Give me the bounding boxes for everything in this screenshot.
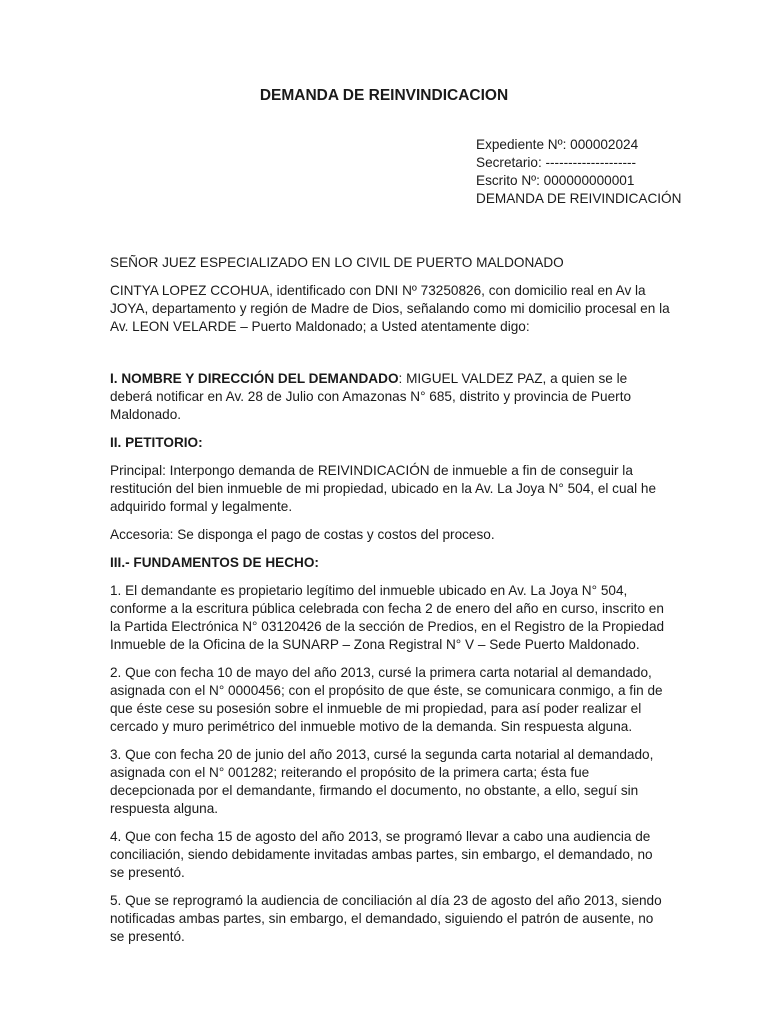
section-defendant-text: : MIGUEL VALDEZ PAZ, a quien se le deberá notificar en Av. 28 de Julio con Amazonas N° 685, distrito y provincia de Puerto Maldonado. xyxy=(110,371,632,422)
section-petition-heading: II. PETITORIO: xyxy=(110,435,203,450)
facts-item-5: 5. Que se reprogramó la audiencia de conciliación al día 23 de agosto del año 2013, siendo notificadas ambas partes, sin embargo, el demandado, siguiendo el patrón de ausente, no se presentó. xyxy=(110,893,662,944)
petition-principal: Principal: Interpongo demanda de REIVINDICACIÓN de inmueble a fin de conseguir la restitución del bien inmueble de mi propiedad, ubicado en la Av. La Joya N° 504, el cual he adquirido formal y legalmente. xyxy=(110,463,657,514)
document-body xyxy=(110,254,670,956)
section-defendant-heading: I. NOMBRE Y DIRECCIÓN DEL DEMANDADO xyxy=(110,371,399,386)
facts-item-4: 4. Que con fecha 15 de agosto del año 2013, se programó llevar a cabo una audiencia de conciliación, siendo debidamente invitadas ambas partes, sin embargo, el demandado, no se presentó. xyxy=(110,829,653,880)
case-file-number: Expediente Nº: 000002024 xyxy=(476,137,639,152)
case-info-block xyxy=(476,136,681,208)
facts-item-2: 2. Que con fecha 10 de mayo del año 2013, cursé la primera carta notarial al demandado, asignada con el N° 0000456; con el propósito de que éste, se comunicara conmigo, a fin de que éste cese su posesión sobre el inmueble de mi propiedad, para así poder realizar el cercado y muro perimétrico del inmueble motivo de la demanda. Sin respuesta alguna. xyxy=(110,665,663,734)
petition-accessory: Accesoria: Se disponga el pago de costas y costos del proceso. xyxy=(110,527,495,542)
intro-paragraph: CINTYA LOPEZ CCOHUA, identificado con DNI Nº 73250826, con domicilio real en Av la JOYA, departamento y región de Madre de Dios, señalando como mi domicilio procesal en la Av. LEON VELARDE – Puerto Maldonado; a Usted atentamente digo: xyxy=(110,283,670,334)
facts-item-1: 1. El demandante es propietario legítimo del inmueble ubicado en Av. La Joya N° 504, conforme a la escritura pública celebrada con fecha 2 de enero del año en curso, inscrito en la Partida Electrónica N° 03120426 de la sección de Predios, en el Registro de la Propiedad Inmueble de la Oficina de la SUNARP – Zona Registral N° V – Sede Puerto Maldonado. xyxy=(110,583,665,652)
case-secretary: Secretario: -------------------- xyxy=(476,155,637,170)
facts-item-3: 3. Que con fecha 20 de junio del año 2013, cursé la segunda carta notarial al demandado, asignada con el N° 001282; reiterando el propósito de la primera carta; ésta fue decepcionada por el demandante, firmando el documento, no obstante, a ello, seguí sin respuesta alguna. xyxy=(110,747,654,816)
case-writ-number: Escrito Nº: 000000000001 xyxy=(476,173,635,188)
section-facts-heading: III.- FUNDAMENTOS DE HECHO: xyxy=(110,555,319,570)
case-subject: DEMANDA DE REIVINDICACIÓN xyxy=(476,191,682,206)
addressee: SEÑOR JUEZ ESPECIALIZADO EN LO CIVIL DE PUERTO MALDONADO xyxy=(110,255,564,270)
document-title: DEMANDA DE REINVINDICACION xyxy=(259,87,509,104)
spacer xyxy=(110,346,670,370)
section-defendant xyxy=(110,370,670,424)
